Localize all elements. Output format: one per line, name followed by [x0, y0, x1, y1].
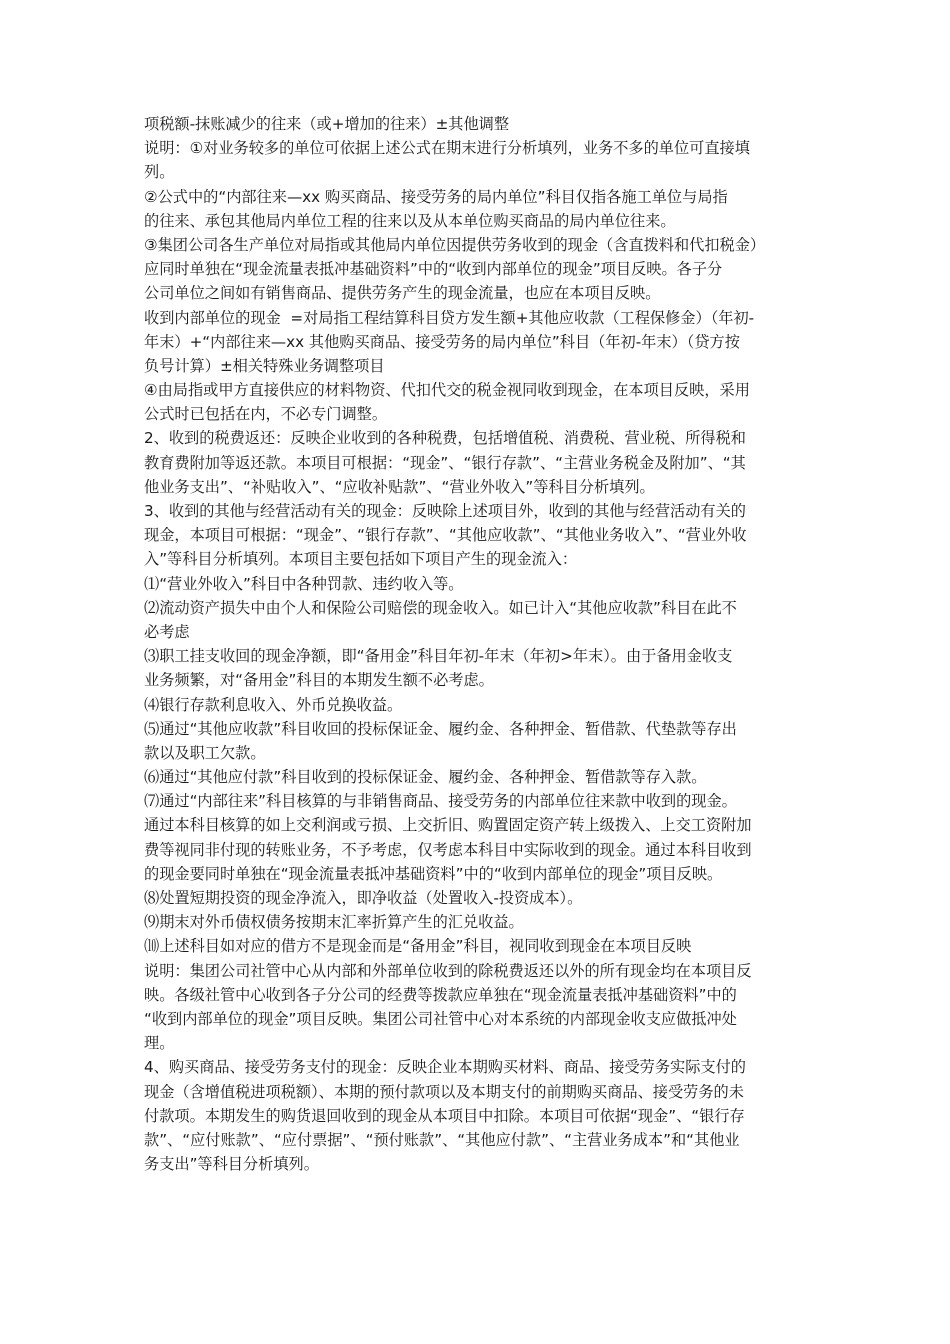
- text-line: 公式时已包括在内，不必专门调整。: [144, 405, 387, 424]
- text-line: ⑵流动资产损失中由个人和保险公司赔偿的现金收入。如已计入“其他应收款”科目在此不: [144, 598, 737, 617]
- text-line: 费等视同非付现的转账业务，不予考虑，仅考虑本科目中实际收到的现金。通过本科目收到: [144, 840, 752, 859]
- text-line: 收到内部单位的现金 =对局指工程结算科目贷方发生额+其他应收款（工程保修金）（年初-: [144, 308, 755, 327]
- document-body: [144, 112, 810, 1176]
- text-line: 付款项。本期发生的购货退回收到的现金从本项目中扣除。本项目可依据“现金”、“银行存: [144, 1106, 745, 1125]
- text-line: ⑷银行存款利息收入、外币兑换收益。: [144, 695, 403, 714]
- text-line: 公司单位之间如有销售商品、提供劳务产生的现金流量，也应在本项目反映。: [144, 284, 661, 303]
- text-line: ⑻处置短期投资的现金净流入，即净收益（处置收入-投资成本）。: [144, 889, 583, 907]
- text-line: “收到内部单位的现金”项目反映。集团公司社管中心对本系统的内部现金收支应做抵冲处: [144, 1009, 737, 1028]
- text-line: ⑶职工挂支收回的现金净额，即“备用金”科目年初-年末（年初>年末）。由于备用金收支: [144, 647, 733, 666]
- text-line: 映。各级社管中心收到各子分公司的经费等拨款应单独在“现金流量表抵冲基础资料”中的: [144, 985, 737, 1004]
- text-line: 通过本科目核算的如上交利润或亏损、上交折旧、购置固定资产转上级拨入、上交工资附加: [144, 816, 752, 835]
- text-line: 项税额-抹账减少的往来（或+增加的往来）±其他调整: [144, 115, 510, 133]
- text-line: 的往来、承包其他局内单位工程的往来以及从本单位购买商品的局内单位往来。: [144, 211, 676, 230]
- text-line: 务支出”等科目分析填列。: [144, 1155, 319, 1174]
- text-line: 应同时单独在“现金流量表抵冲基础资料”中的“收到内部单位的现金”项目反映。各子分: [144, 260, 723, 279]
- text-line: 列。: [144, 163, 175, 182]
- text-line: 4、购买商品、接受劳务支付的现金：反映企业本期购买材料、商品、接受劳务实际支付的: [144, 1058, 746, 1077]
- text-line: ④由局指或甲方直接供应的材料物资、代扣代交的税金视同收到现金，在本项目反映，采用: [144, 381, 750, 400]
- text-line: ⑴“营业外收入”科目中各种罚款、违约收入等。: [144, 574, 464, 593]
- text-line: 他业务支出”、“补贴收入”、“应收补贴款”、“营业外收入”等科目分析填列。: [144, 477, 655, 496]
- text-line: 业务频繁，对“备用金”科目的本期发生额不必考虑。: [144, 671, 494, 690]
- text-line: ⑸通过“其他应收款”科目收回的投标保证金、履约金、各种押金、暂借款、代垫款等存出: [144, 719, 737, 738]
- text-line: 年末）+“内部往来—xx 其他购买商品、接受劳务的局内单位”科目（年初-年末）（贷方按: [144, 332, 740, 351]
- text-line: 入”等科目分析填列。本项目主要包括如下项目产生的现金流入：: [144, 550, 578, 569]
- text-line: 说明：①对业务较多的单位可依据上述公式在期末进行分析填列，业务不多的单位可直接填: [144, 139, 750, 158]
- text-line: 负号计算）±相关特殊业务调整项目: [144, 356, 385, 375]
- text-line: ⑺通过“内部往来”科目核算的与非销售商品、接受劳务的内部单位往来款中收到的现金。: [144, 792, 737, 811]
- text-line: ③集团公司各生产单位对局指或其他局内单位因提供劳务收到的现金（含直拨料和代扣税金）: [144, 235, 766, 254]
- text-line: 必考虑: [144, 622, 190, 641]
- text-line: ②公式中的“内部往来—xx 购买商品、接受劳务的局内单位”科目仅指各施工单位与局指: [144, 187, 728, 206]
- text-line: ⑼期末对外币债权债务按期末汇率折算产生的汇兑收益。: [144, 913, 524, 932]
- text-line: 现金（含增值税进项税额）、本期的预付款项以及本期支付的前期购买商品、接受劳务的未: [144, 1082, 744, 1101]
- text-line: 2、收到的税费返还：反映企业收到的各种税费，包括增值税、消费税、营业税、所得税和: [144, 429, 746, 448]
- text-line: 3、收到的其他与经营活动有关的现金：反映除上述项目外，收到的其他与经营活动有关的: [144, 502, 746, 520]
- text-line: 说明：集团公司社管中心从内部和外部单位收到的除税费返还以外的所有现金均在本项目反: [144, 961, 752, 980]
- text-line: 现金，本项目可根据：“现金”、“银行存款”、“其他应收款”、“其他业务收入”、“营业外收: [144, 526, 747, 545]
- text-line: 款以及职工欠款。: [144, 743, 266, 762]
- text-line: 的现金要同时单独在“现金流量表抵冲基础资料”中的“收到内部单位的现金”项目反映。: [144, 864, 723, 883]
- text-line: 理。: [144, 1034, 175, 1053]
- text-line: ⑽上述科目如对应的借方不是现金而是“备用金”科目，视同收到现金在本项目反映: [144, 937, 692, 956]
- text-line: 教育费附加等返还款。本项目可根据：“现金”、“银行存款”、“主营业务税金及附加”、“其: [144, 453, 746, 472]
- text-line: ⑹通过“其他应付款”科目收到的投标保证金、履约金、各种押金、暂借款等存入款。: [144, 768, 707, 787]
- text-line: 款”、“应付账款”、“应付票据”、“预付账款”、“其他应付款”、“主营业务成本”和“其他业: [144, 1130, 740, 1149]
